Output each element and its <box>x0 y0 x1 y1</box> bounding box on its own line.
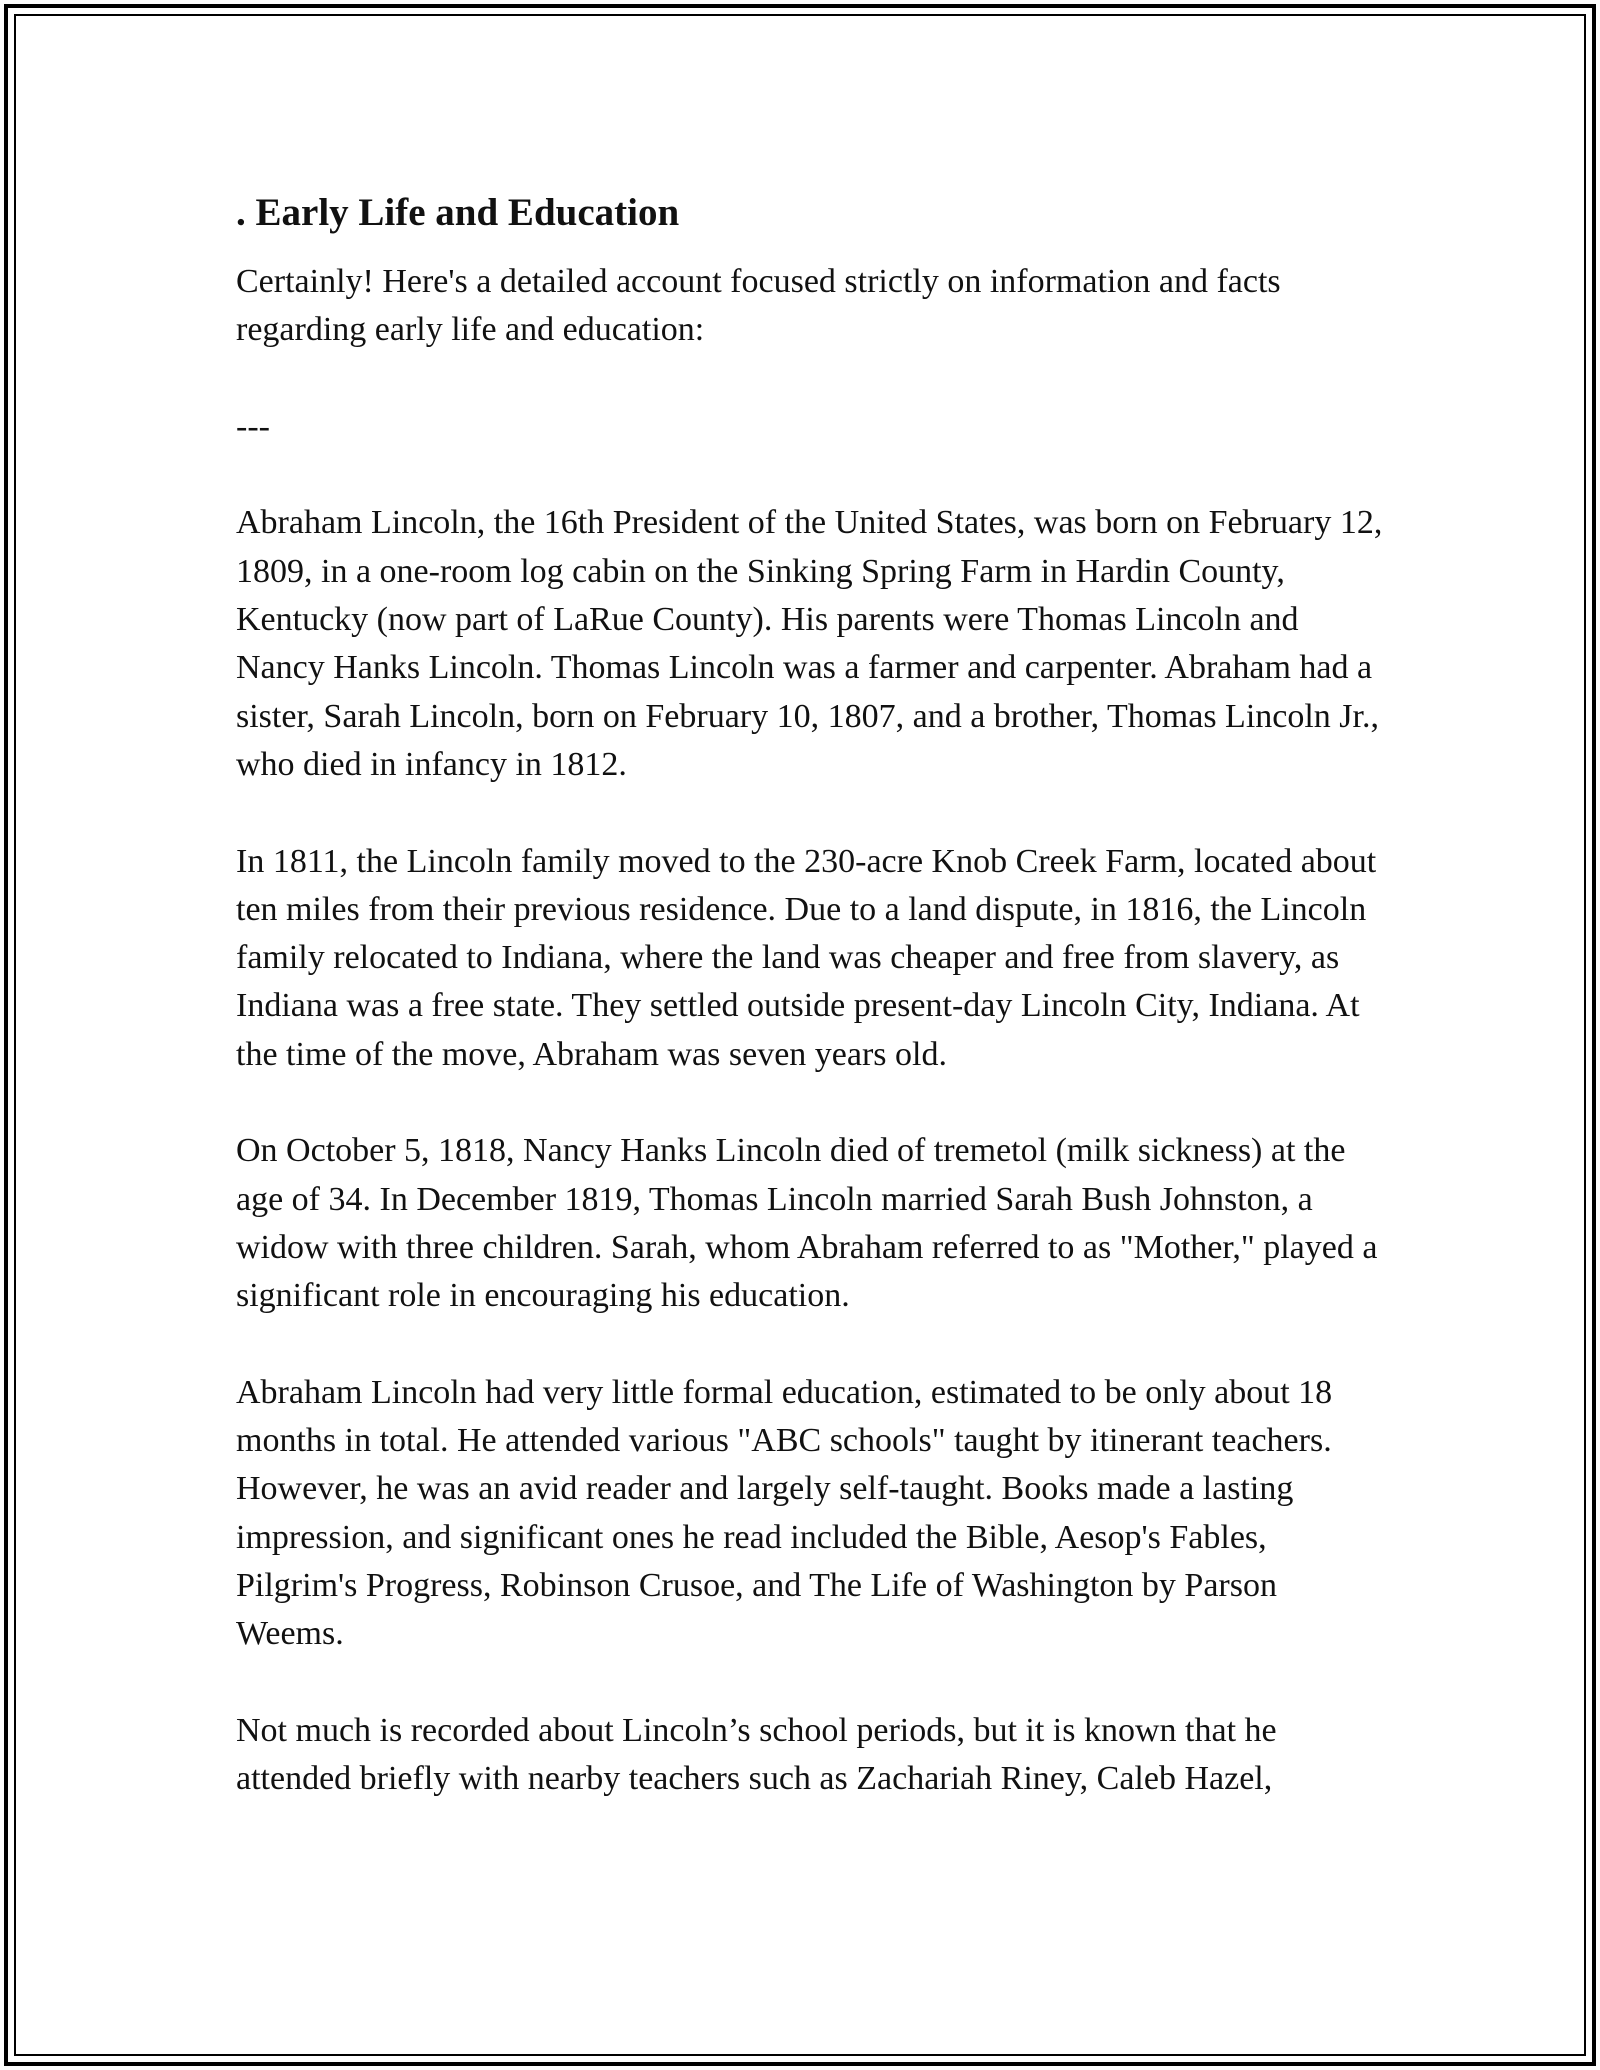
section-heading: . Early Life and Education <box>236 191 680 234</box>
paragraph-birth: Abraham Lincoln, the 16th President of the United States, was born on February 12, 1809, in a one-room log cabin on the Sinking Spring Farm in Hardin County, Kentucky (now part of LaRue County). His parents were Thomas Lincoln and Nancy Hanks Lincoln. Thomas Lincoln was a farmer and carpenter. Abraham had a sister, Sarah Lincoln, born on February 10, 1807, and a brother, Thomas Lincoln Jr., who died in infancy in 1812. <box>236 504 1383 783</box>
intro-paragraph: Certainly! Here's a detailed account focused strictly on information and facts regarding early life and education: <box>236 263 1281 349</box>
separator: --- <box>236 407 270 445</box>
paragraph-teachers: Not much is recorded about Lincoln’s school periods, but it is known that he attended briefly with nearby teachers such as Zachariah Riney, Caleb Hazel, <box>236 1711 1277 1798</box>
document-body <box>236 186 1386 1852</box>
paragraph-mother: On October 5, 1818, Nancy Hanks Lincoln died of tremetol (milk sickness) at the age of 34. In December 1819, Thomas Lincoln married Sarah Bush Johnston, a widow with three children. Sarah, whom Abraham referred to as "Mother," played a significant role in encouraging his education. <box>236 1132 1378 1315</box>
paragraph-education: Abraham Lincoln had very little formal education, estimated to be only about 18 months in total. He attended various "ABC schools" taught by itinerant teachers. However, he was an avid reader and largely self-taught. Books made a lasting impression, and significant ones he read included the Bible, Aesop's Fables, Pilgrim's Progress, Robinson Crusoe, and The Life of Washington by Parson Weems. <box>236 1373 1333 1653</box>
paragraph-move: In 1811, the Lincoln family moved to the 230-acre Knob Creek Farm, located about ten miles from their previous residence. Due to a land dispute, in 1816, the Lincoln family relocated to Indiana, where the land was cheaper and free from slavery, as Indiana was a free state. They settled outside present-day Lincoln City, Indiana. At the time of the move, Abraham was seven years old. <box>236 842 1377 1073</box>
